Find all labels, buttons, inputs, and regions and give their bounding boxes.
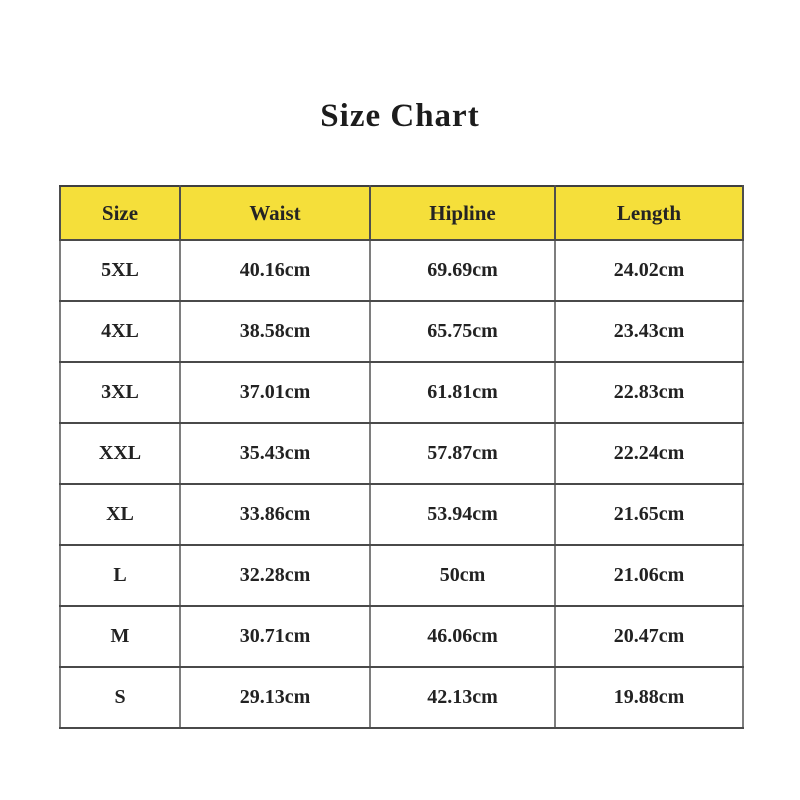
size-cell: 4XL <box>60 301 180 362</box>
waist-cell: 38.58cm <box>180 301 370 362</box>
table-row <box>60 362 743 423</box>
hipline-cell: 46.06cm <box>370 606 555 667</box>
hipline-cell: 42.13cm <box>370 667 555 728</box>
column-header-length: Length <box>555 186 743 240</box>
table-row <box>60 240 743 301</box>
hipline-cell: 50cm <box>370 545 555 606</box>
length-cell: 21.06cm <box>555 545 743 606</box>
hipline-cell: 53.94cm <box>370 484 555 545</box>
hipline-cell: 69.69cm <box>370 240 555 301</box>
length-cell: 23.43cm <box>555 301 743 362</box>
column-header-waist: Waist <box>180 186 370 240</box>
table-row <box>60 545 743 606</box>
length-cell: 24.02cm <box>555 240 743 301</box>
waist-cell: 37.01cm <box>180 362 370 423</box>
size-cell: L <box>60 545 180 606</box>
table-row <box>60 667 743 728</box>
length-cell: 22.83cm <box>555 362 743 423</box>
size-cell: XL <box>60 484 180 545</box>
column-header-hipline: Hipline <box>370 186 555 240</box>
waist-cell: 30.71cm <box>180 606 370 667</box>
table-row <box>60 423 743 484</box>
table-row <box>60 606 743 667</box>
length-cell: 21.65cm <box>555 484 743 545</box>
waist-cell: 40.16cm <box>180 240 370 301</box>
column-header-size: Size <box>60 186 180 240</box>
size-chart-table <box>59 185 744 729</box>
waist-cell: 29.13cm <box>180 667 370 728</box>
table-header-row <box>60 186 743 240</box>
size-cell: 5XL <box>60 240 180 301</box>
hipline-cell: 61.81cm <box>370 362 555 423</box>
hipline-cell: 65.75cm <box>370 301 555 362</box>
waist-cell: 35.43cm <box>180 423 370 484</box>
size-cell: XXL <box>60 423 180 484</box>
table-row <box>60 301 743 362</box>
size-cell: M <box>60 606 180 667</box>
waist-cell: 33.86cm <box>180 484 370 545</box>
size-cell: 3XL <box>60 362 180 423</box>
length-cell: 20.47cm <box>555 606 743 667</box>
length-cell: 19.88cm <box>555 667 743 728</box>
page-title: Size Chart <box>320 98 480 134</box>
length-cell: 22.24cm <box>555 423 743 484</box>
waist-cell: 32.28cm <box>180 545 370 606</box>
hipline-cell: 57.87cm <box>370 423 555 484</box>
table-row <box>60 484 743 545</box>
size-cell: S <box>60 667 180 728</box>
